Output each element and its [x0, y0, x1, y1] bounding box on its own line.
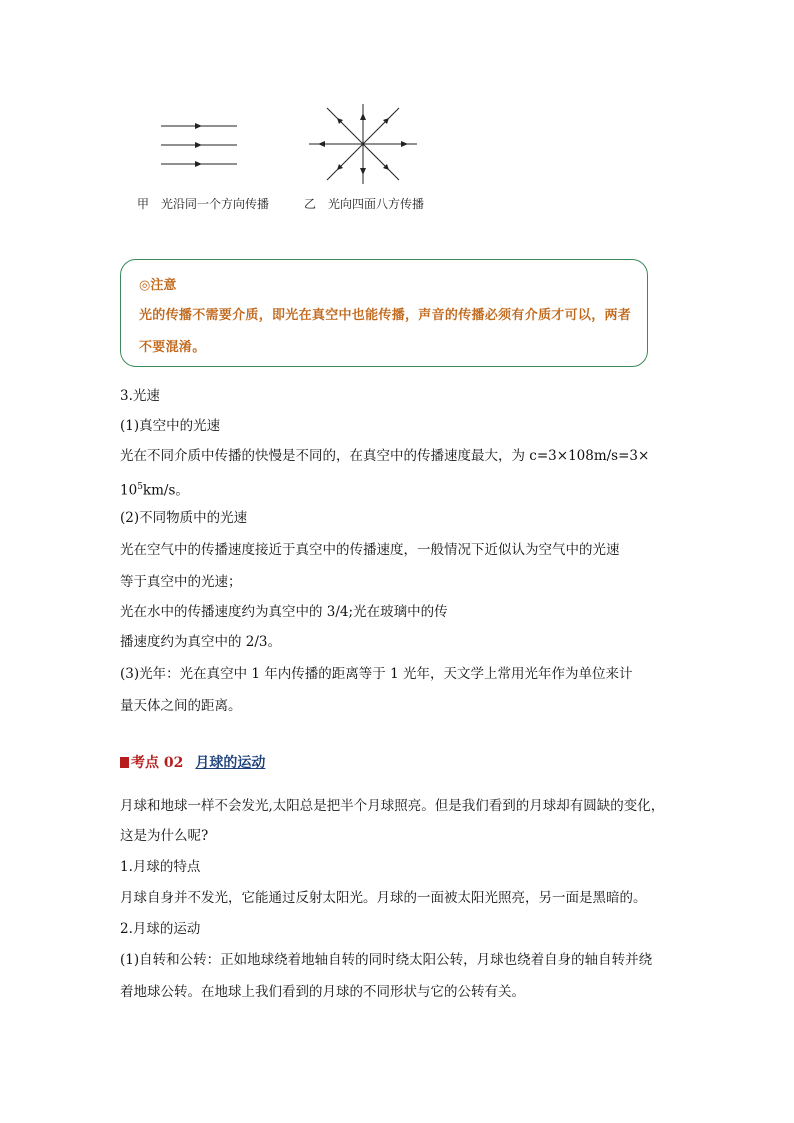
note-box: [120, 259, 648, 367]
paragraph-line: 这是为什么呢?: [120, 828, 209, 844]
paragraph-line: (1)自转和公转：正如地球绕着地轴自转的同时绕太阳公转，月球也绕着自身的轴自转并绕: [120, 952, 653, 968]
paragraph-line: [120, 477, 189, 501]
subsection-title: 1.月球的特点: [120, 859, 201, 875]
paragraph-line: 月球和地球一样不会发光,太阳总是把半个月球照亮。但是我们看到的月球却有圆缺的变化，: [120, 798, 665, 814]
kaodian-label: 考点 02: [131, 755, 184, 771]
text: 10: [120, 482, 138, 499]
radial-rays-diagram: [305, 102, 421, 186]
paragraph-line: 月球自身并不发光，它能通过反射太阳光。月球的一面被太阳光照亮，另一面是黑暗的。: [120, 890, 647, 906]
ray-arrow: [195, 123, 202, 129]
paragraph-line: 播速度约为真空中的 2/3。: [120, 634, 282, 650]
note-title: ◎注意: [139, 278, 177, 293]
ray-arrow: [195, 142, 202, 148]
figure-caption-b: 乙 光向四面八方传播: [304, 197, 425, 211]
parallel-rays-diagram: [155, 112, 245, 174]
figure-caption-a: 甲 光沿同一个方向传播: [137, 197, 270, 211]
paragraph-line: 着地球公转。在地球上我们看到的月球的不同形状与它的公转有关。: [120, 984, 525, 1000]
section-title: 3.光速: [120, 388, 160, 404]
ray-arrow: [195, 161, 202, 167]
kaodian-heading: [120, 752, 265, 772]
square-bullet-icon: [120, 757, 129, 768]
paragraph-line: 光在空气中的传播速度接近于真空中的传播速度，一般情况下近似认为空气中的光速: [120, 542, 620, 558]
subsection-title: (2)不同物质中的光速: [120, 510, 248, 526]
paragraph-line: 光在水中的传播速度约为真空中的 3/4;光在玻璃中的传: [120, 604, 448, 620]
subsection-title: 2.月球的运动: [120, 921, 201, 937]
kaodian-title: 月球的运动: [195, 755, 266, 771]
paragraph-line: 量天体之间的距离。: [120, 698, 242, 714]
paragraph-line: 光在不同介质中传播的快慢是不同的，在真空中的传播速度最大，为 c=3×108m/s=3×: [120, 448, 650, 464]
paragraph-line: 等于真空中的光速；: [120, 574, 242, 590]
note-body: 光的传播不需要介质，即光在真空中也能传播，声音的传播必须有介质才可以，两者不要混淆。: [139, 308, 632, 355]
text: km/s。: [142, 482, 189, 499]
subsection-title: (1)真空中的光速: [120, 418, 221, 434]
paragraph-line: (3)光年：光在真空中 1 年内传播的距离等于 1 光年，天文学上常用光年作为单位来计: [120, 666, 633, 682]
superscript: 5: [137, 482, 143, 492]
